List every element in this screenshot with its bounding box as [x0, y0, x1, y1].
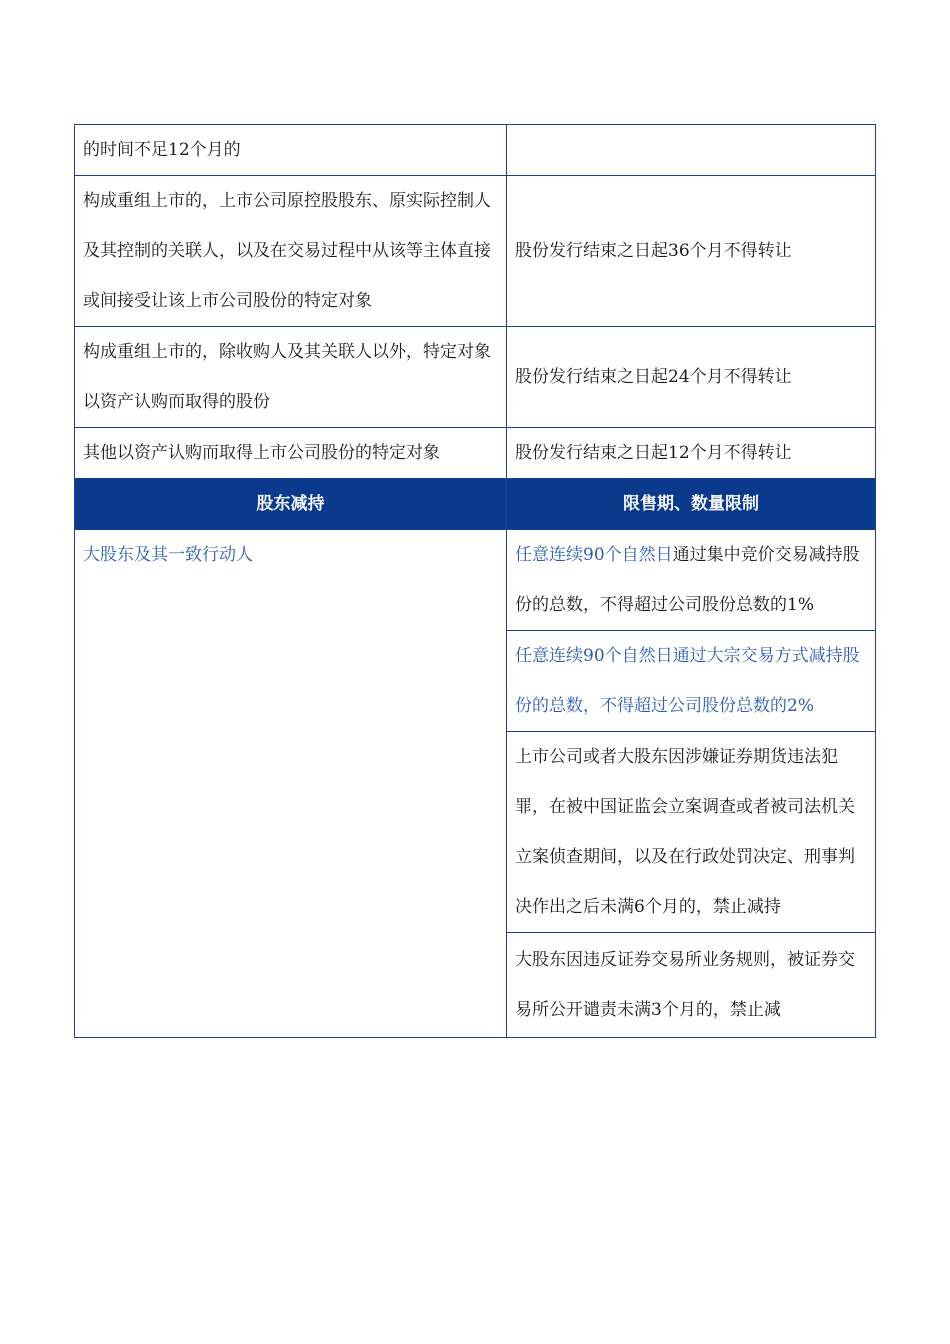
- row-1-right: 股份发行结束之日起36个月不得转让: [507, 176, 876, 327]
- rule-1-highlight: 任意连续90个自然日: [515, 545, 673, 565]
- rule-1: [507, 530, 876, 631]
- rule-3: [507, 732, 876, 933]
- rule-1-text: 通过集中竞价交易减持股份的总数，不得超过公司股份总数的1%: [515, 545, 860, 615]
- table-row: [75, 530, 876, 631]
- table-row: [75, 327, 876, 428]
- section-header-row: [75, 479, 876, 530]
- row-3-right: 股份发行结束之日起12个月不得转让: [507, 428, 876, 479]
- table-row: [75, 428, 876, 479]
- header-shareholder-reduction: 股东减持: [75, 479, 507, 530]
- rule-3-text: 上市公司或者大股东因涉嫌证券期货违法犯罪，在被中国证监会立案调查或者被司法机关立案侦查期间，以及在行政处罚决定、刑事判决作出之后未满6个月的，禁止减持: [515, 747, 855, 917]
- row-2-right: 股份发行结束之日起24个月不得转让: [507, 327, 876, 428]
- regulation-table: [74, 124, 876, 1038]
- header-restriction: 限售期、数量限制: [507, 479, 876, 530]
- rule-2: [507, 631, 876, 732]
- major-shareholder-cell: 大股东及其一致行动人: [75, 530, 507, 1038]
- rule-4: [507, 933, 876, 1038]
- row-0-right: [507, 125, 876, 176]
- table-row: [75, 176, 876, 327]
- row-2-left: 构成重组上市的，除收购人及其关联人以外，特定对象以资产认购而取得的股份: [75, 327, 507, 428]
- rule-2-highlight: 任意连续90个自然日通过大宗交易方式减持股份的总数，不得超过公司股份总数的2%: [515, 646, 860, 716]
- row-0-left: 的时间不足12个月的: [75, 125, 507, 176]
- table-row: [75, 125, 876, 176]
- row-1-left: 构成重组上市的，上市公司原控股股东、原实际控制人及其控制的关联人，以及在交易过程中从该等主体直接或间接受让该上市公司股份的特定对象: [75, 176, 507, 327]
- row-3-left: 其他以资产认购而取得上市公司股份的特定对象: [75, 428, 507, 479]
- rule-4-text: 大股东因违反证券交易所业务规则，被证券交易所公开谴责未满3个月的，禁止减: [515, 950, 855, 1020]
